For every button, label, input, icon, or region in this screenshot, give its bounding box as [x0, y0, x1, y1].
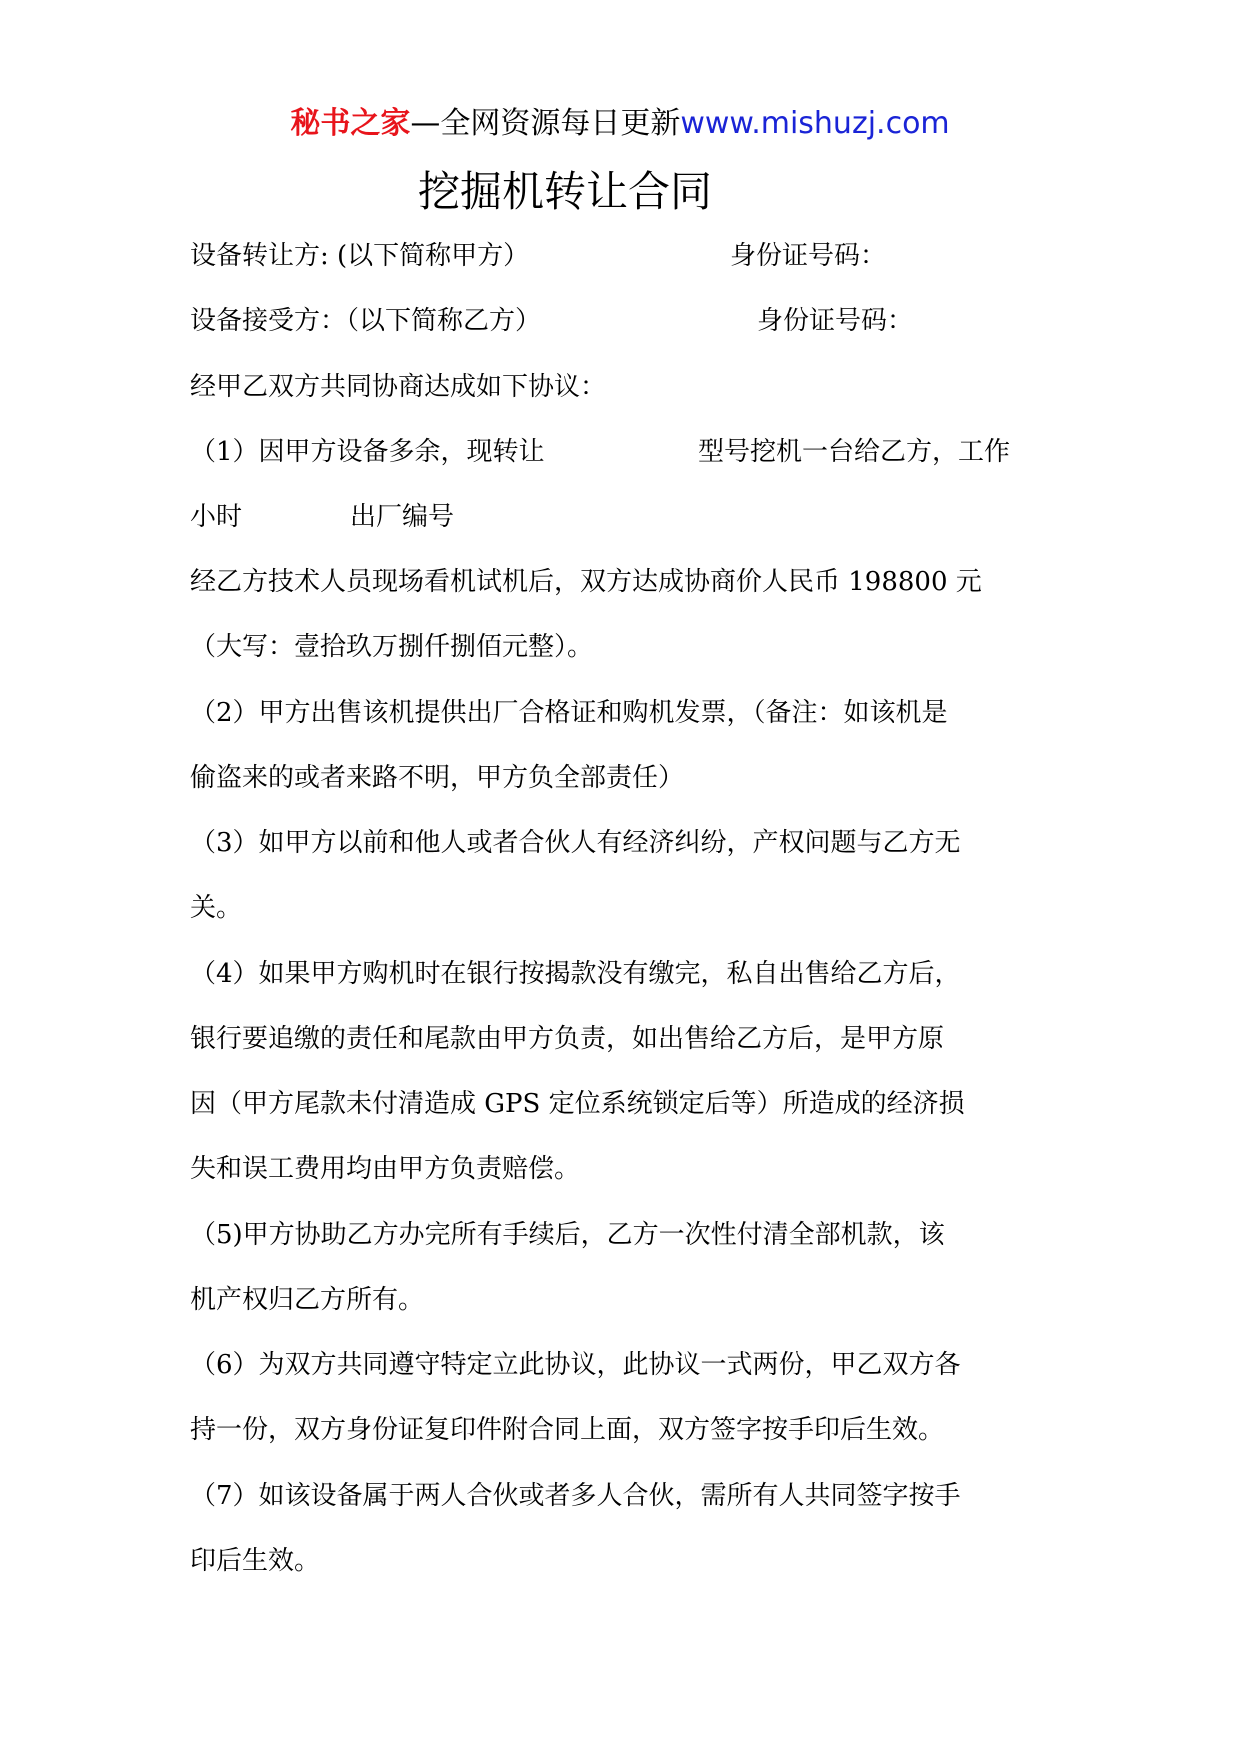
header-tagline: —全网资源每日更新 [410, 106, 681, 141]
clause-1-part-b: 型号挖机一台给乙方，工作 [698, 437, 1011, 467]
body-line: （3）如甲方以前和他人或者合伙人有经济纠纷，产权问题与乙方无 [190, 828, 961, 858]
body-line: （5)甲方协助乙方办完所有手续后，乙方一次性付清全部机款，该 [190, 1220, 945, 1250]
transferee-line [190, 301, 1060, 341]
document-title: 挖掘机转让合同 [418, 167, 713, 216]
body-line: 银行要追缴的责任和尾款由甲方负责，如出售给乙方后，是甲方原 [190, 1024, 945, 1054]
body-line: （4）如果甲方购机时在银行按揭款没有缴完，私自出售给乙方后， [190, 959, 961, 989]
body-line: 机产权归乙方所有。 [190, 1285, 425, 1315]
body-line: （7）如该设备属于两人合伙或者多人合伙，需所有人共同签字按手 [190, 1481, 961, 1511]
body-line: （大写：壹拾玖万捌仟捌佰元整）。 [190, 632, 594, 662]
transferor-line [190, 236, 1060, 276]
site-url-link[interactable]: www.mishuzj.com [680, 106, 950, 141]
clause-1-line [190, 432, 1060, 472]
body-line: （6）为双方共同遵守特定立此协议，此协议一式两份，甲乙双方各 [190, 1350, 961, 1380]
body-line: 偷盗来的或者来路不明，甲方负全部责任） [190, 763, 685, 793]
clause-1-serial: 出厂编号 [350, 502, 455, 532]
brand-name: 秘书之家 [290, 106, 411, 141]
clause-1-hours-line [190, 497, 1060, 537]
body-line: （2）甲方出售该机提供出厂合格证和购机发票，（备注：如该机是 [190, 698, 948, 728]
body-line: 印后生效。 [190, 1546, 321, 1576]
body-line: 经乙方技术人员现场看机试机后，双方达成协商价人民币 198800 元 [190, 567, 982, 597]
body-line: 因（甲方尾款未付清造成 GPS 定位系统锁定后等）所造成的经济损 [190, 1089, 965, 1119]
intro-line: 经甲乙双方共同协商达成如下协议： [190, 372, 607, 402]
transferor-id-label: 身份证号码： [730, 241, 887, 271]
clause-1-part-a: （1）因甲方设备多余，现转让 [190, 437, 545, 467]
clause-1-hours: 小时 [190, 502, 243, 532]
transferee-id-label: 身份证号码： [757, 306, 914, 336]
body-line: 失和误工费用均由甲方负责赔偿。 [190, 1154, 581, 1184]
body-line: 持一份，双方身份证复印件附合同上面，双方签字按手印后生效。 [190, 1415, 945, 1445]
transferee-label: 设备接受方：（以下简称乙方） [190, 306, 542, 336]
site-header [0, 100, 1240, 148]
body-line: 关。 [190, 893, 243, 923]
transferor-label: 设备转让方: (以下简称甲方） [190, 241, 530, 271]
